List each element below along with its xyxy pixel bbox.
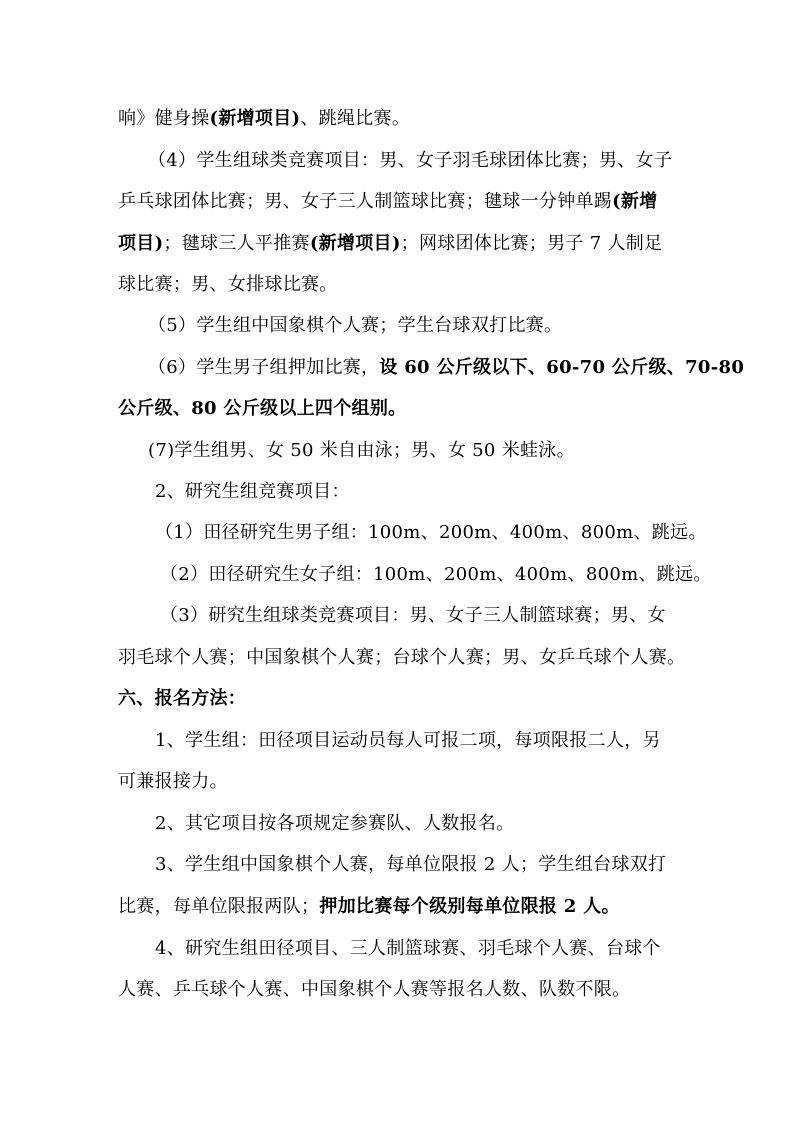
text-run: (7)学生组男、女 50 米自由泳；男、女 50 米蛙泳。	[148, 440, 575, 461]
text-run: （4）学生组球类竞赛项目：男、女子羽毛球团体比赛；男、女子	[148, 150, 673, 171]
text-run: （5）学生组中国象棋个人赛；学生台球双打比赛。	[148, 315, 563, 336]
text-line	[155, 521, 707, 545]
text-run-bold: (新增	[612, 191, 658, 212]
text-run: （6）学生男子组押加比赛，	[148, 357, 380, 378]
text-line	[148, 149, 672, 173]
text-line	[148, 439, 575, 463]
text-run: 2、研究生组竞赛项目：	[155, 481, 350, 502]
text-line	[160, 563, 712, 587]
text-line	[148, 314, 562, 338]
text-run: 4、研究生组田径项目、三人制篮球赛、羽毛球个人赛、台球个	[155, 938, 661, 959]
text-run: ；毽球三人平推赛	[163, 233, 310, 254]
text-run: （1）田径研究生男子组：100m、200m、400m、800m、跳远。	[155, 522, 707, 543]
text-line	[118, 273, 338, 297]
text-run: 、跳绳比赛。	[300, 108, 411, 129]
text-run: 比赛，每单位限报两队；	[118, 896, 320, 917]
text-line	[155, 729, 661, 753]
text-run-bold: 设 60 公斤级以下、60-70 公斤级、70-80	[379, 357, 745, 378]
text-run: 羽毛球个人赛；中国象棋个人赛；台球个人赛；男、女乒乓球个人赛。	[118, 647, 686, 668]
text-run: 球比赛；男、女排球比赛。	[118, 274, 338, 295]
text-run: 乒乓球团体比赛；男、女子三人制篮球比赛；毽球一分钟单踢	[118, 191, 613, 212]
text-run: ；网球团体比赛；男子 7 人制足	[400, 233, 663, 254]
section-heading	[118, 687, 246, 711]
text-run-bold: 项目)	[118, 233, 164, 254]
text-run: （2）田径研究生女子组：100m、200m、400m、800m、跳远。	[160, 564, 712, 585]
text-run: 可兼报接力。	[118, 771, 228, 792]
text-line	[155, 853, 666, 877]
text-run: 响》健身操	[118, 108, 210, 129]
text-line	[160, 604, 666, 628]
text-line	[118, 978, 630, 1002]
text-run: （3）研究生组球类竞赛项目：男、女子三人制篮球赛；男、女	[160, 605, 666, 626]
text-run-bold: (新增项目)	[309, 233, 401, 254]
text-line	[118, 397, 406, 421]
text-run-bold: 公斤级、80 公斤级以上四个组别。	[118, 398, 407, 419]
text-run: 2、其它项目按各项规定参赛队、人数报名。	[155, 813, 515, 834]
text-line	[155, 937, 661, 961]
text-run: 人赛、乒乓球个人赛、中国象棋个人赛等报名人数、队数不限。	[118, 979, 631, 1000]
text-line	[118, 232, 662, 256]
text-line	[118, 646, 685, 670]
text-line	[155, 480, 350, 504]
text-line	[118, 895, 620, 919]
text-run-bold: (新增项目)	[209, 108, 301, 129]
text-line	[118, 107, 410, 131]
text-line	[118, 190, 658, 214]
heading-text: 六、报名方法：	[118, 688, 247, 709]
text-line	[155, 812, 514, 836]
text-line	[118, 770, 228, 794]
text-run-bold: 押加比赛每个级别每单位限报 2 人。	[319, 896, 620, 917]
text-line	[148, 356, 744, 380]
text-run: 3、学生组中国象棋个人赛，每单位限报 2 人；学生组台球双打	[155, 854, 667, 875]
text-run: 1、学生组：田径项目运动员每人可报二项，每项限报二人，另	[155, 730, 661, 751]
